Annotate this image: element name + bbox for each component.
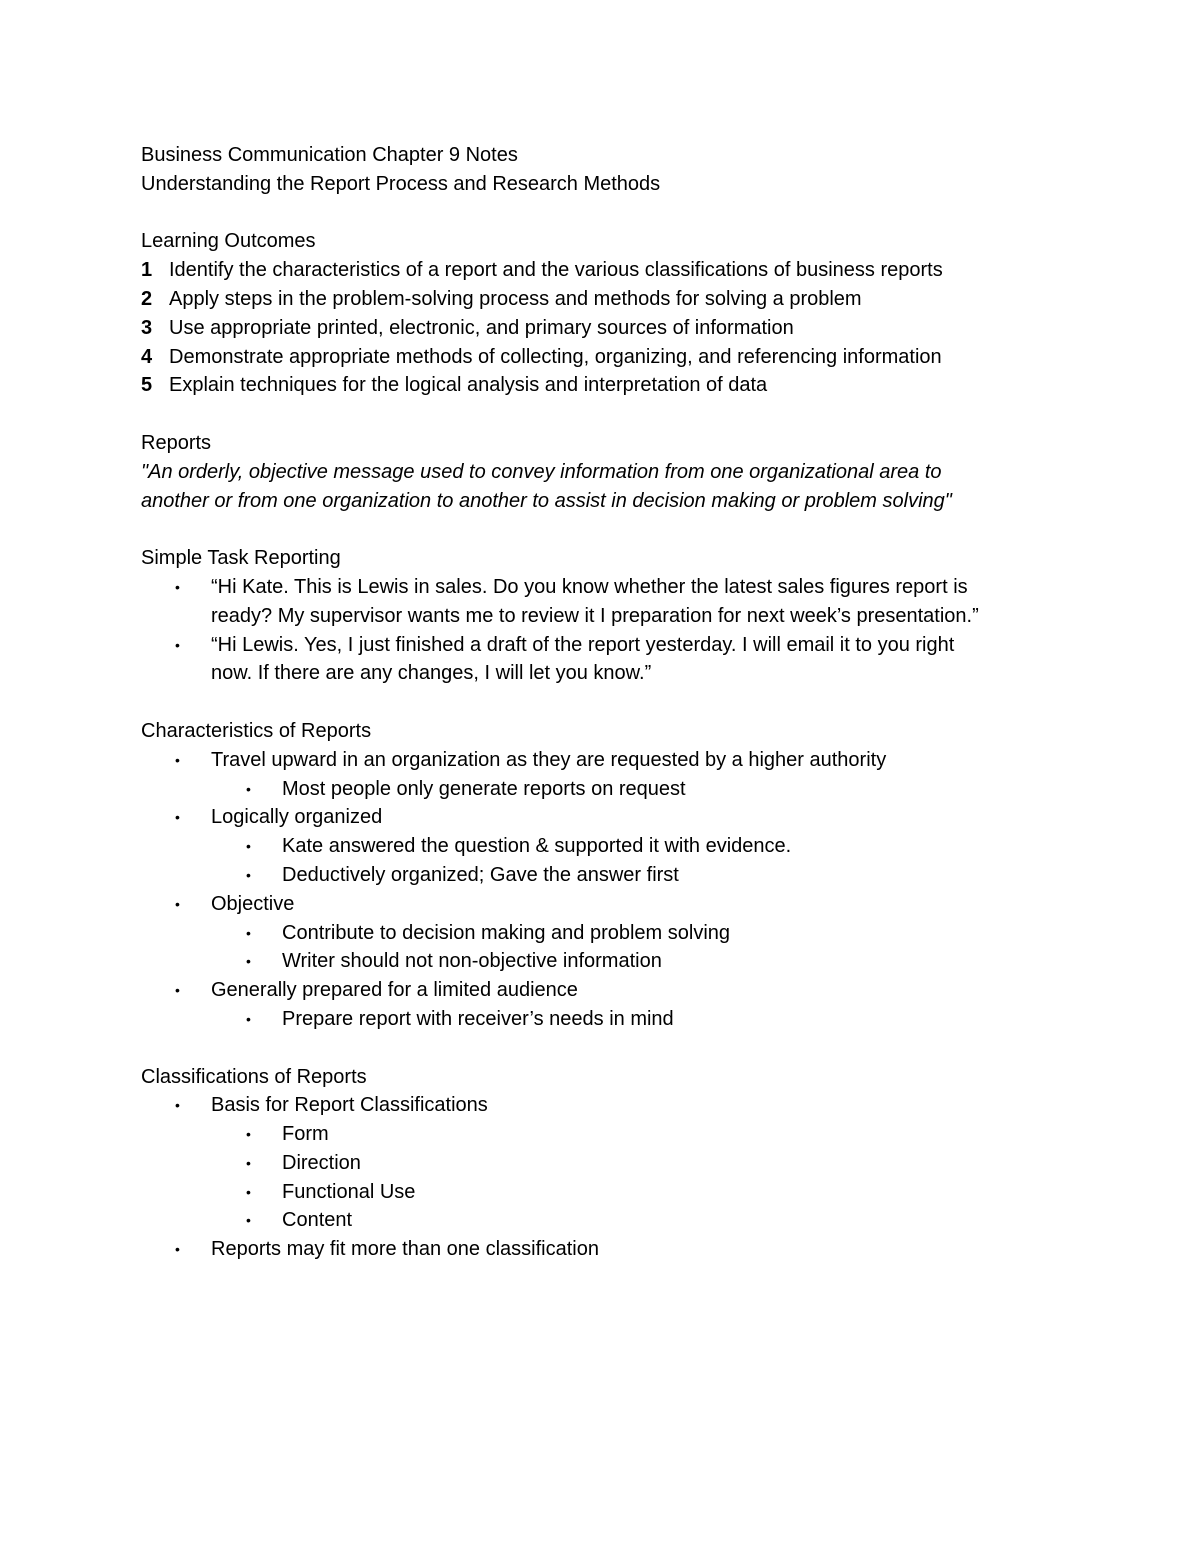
bullet-icon: • (246, 780, 251, 797)
classification-subtext: Functional Use (282, 1180, 416, 1203)
simple-task-bullet (141, 573, 1071, 631)
reports-definition-line: another or from one organization to another to assist in decision making or problem solving" (141, 489, 952, 512)
outcome-text: Identify the characteristics of a report and the various classifications of business reports (169, 259, 943, 282)
spacer (141, 199, 1071, 228)
bullet-icon: • (246, 1212, 251, 1229)
bullet-text-line: “Hi Lewis. Yes, I just finished a draft of the report yesterday. I will email it to you right (211, 633, 955, 656)
characteristic-subitem (141, 775, 1071, 804)
outcome-number: 4 (141, 345, 153, 368)
characteristic-subitem (141, 919, 1071, 948)
characteristic-text: Logically organized (211, 806, 383, 829)
learning-outcomes-heading: Learning Outcomes (141, 230, 316, 253)
characteristic-text: Travel upward in an organization as they are requested by a higher authority (211, 748, 887, 771)
characteristic-subtext: Prepare report with receiver’s needs in mind (282, 1007, 674, 1030)
classification-subitem (141, 1120, 1071, 1149)
classification-subtext: Content (282, 1209, 353, 1232)
bullet-icon: • (175, 1241, 180, 1258)
bullet-icon: • (246, 866, 251, 883)
characteristic-subtext: Contribute to decision making and problem solving (282, 921, 731, 944)
classification-item (141, 1091, 1071, 1120)
bullet-icon: • (246, 1126, 251, 1143)
spacer (141, 688, 1071, 717)
bullet-icon: • (175, 636, 180, 653)
spacer (141, 515, 1071, 544)
characteristic-subitem (141, 947, 1071, 976)
characteristic-item (141, 890, 1071, 919)
classification-subitem (141, 1178, 1071, 1207)
outcome-number: 1 (141, 259, 153, 282)
classification-subitem (141, 1149, 1071, 1178)
bullet-icon: • (246, 1010, 251, 1027)
characteristic-subitem (141, 1005, 1071, 1034)
characteristic-item (141, 746, 1071, 775)
classification-subitem (141, 1206, 1071, 1235)
document-title: Business Communication Chapter 9 Notes (141, 144, 518, 166)
learning-outcome-item (141, 371, 1071, 400)
bullet-icon: • (175, 1097, 180, 1114)
simple-task-bullet (141, 631, 1071, 689)
bullet-icon: • (246, 838, 251, 855)
bullet-icon: • (246, 1154, 251, 1171)
characteristic-subitem (141, 832, 1071, 861)
bullet-icon: • (246, 1183, 251, 1200)
outcome-number: 5 (141, 374, 153, 397)
bullet-text-line: ready? My supervisor wants me to review it I preparation for next week’s presentation.” (211, 604, 979, 627)
characteristic-subtext: Writer should not non-objective information (282, 950, 662, 973)
characteristic-text: Generally prepared for a limited audience (211, 979, 578, 1002)
bullet-icon: • (175, 982, 180, 999)
characteristics-heading: Characteristics of Reports (141, 719, 372, 742)
characteristic-item (141, 803, 1071, 832)
simple-task-heading: Simple Task Reporting (141, 547, 341, 570)
classification-subtext: Form (282, 1123, 329, 1146)
spacer (141, 400, 1071, 429)
characteristic-subtext: Deductively organized; Gave the answer first (282, 863, 679, 886)
bullet-icon: • (175, 809, 180, 826)
outcome-text: Apply steps in the problem-solving process and methods for solving a problem (169, 287, 862, 310)
spacer (141, 1034, 1071, 1063)
classification-text: Basis for Report Classifications (211, 1094, 488, 1117)
learning-outcome-item (141, 285, 1071, 314)
bullet-icon: • (175, 578, 180, 595)
classification-item (141, 1235, 1071, 1264)
outcome-number: 3 (141, 316, 153, 339)
bullet-text-line: now. If there are any changes, I will let you know.” (211, 662, 652, 685)
characteristic-subtext: Most people only generate reports on request (282, 777, 686, 800)
classifications-heading: Classifications of Reports (141, 1065, 367, 1088)
learning-outcome-item (141, 343, 1071, 372)
bullet-icon: • (246, 924, 251, 941)
bullet-text-line: “Hi Kate. This is Lewis in sales. Do you know whether the latest sales figures report is (211, 575, 968, 598)
learning-outcome-item (141, 314, 1071, 343)
document-subtitle: Understanding the Report Process and Research Methods (141, 172, 661, 195)
learning-outcome-item (141, 256, 1071, 285)
outcome-text: Explain techniques for the logical analysis and interpretation of data (169, 374, 768, 397)
classification-text: Reports may fit more than one classification (211, 1238, 599, 1261)
classification-subtext: Direction (282, 1151, 361, 1174)
bullet-icon: • (175, 895, 180, 912)
outcome-text: Demonstrate appropriate methods of collecting, organizing, and referencing information (169, 345, 942, 368)
bullet-icon: • (246, 953, 251, 970)
reports-heading: Reports (141, 431, 212, 454)
characteristic-subitem (141, 861, 1071, 890)
outcome-number: 2 (141, 287, 153, 310)
reports-definition-line: "An orderly, objective message used to convey information from one organizational area to (141, 460, 942, 483)
characteristic-subtext: Kate answered the question & supported it with evidence. (282, 835, 792, 858)
outcome-text: Use appropriate printed, electronic, and primary sources of information (169, 316, 794, 339)
characteristic-item (141, 976, 1071, 1005)
characteristic-text: Objective (211, 892, 295, 915)
document-page (141, 141, 1071, 1264)
bullet-icon: • (175, 751, 180, 768)
